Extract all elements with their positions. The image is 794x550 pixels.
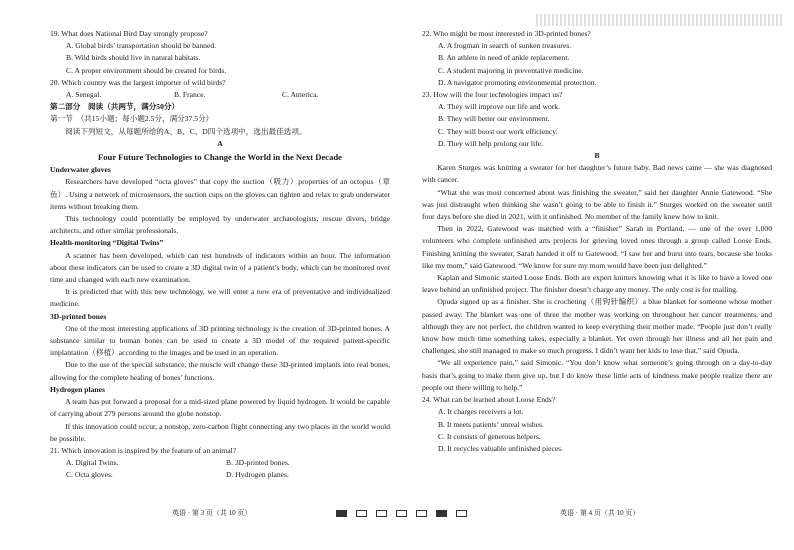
question-21: 21. Which innovation is inspired by the feature of an animal? — [50, 445, 237, 455]
subheading-3d-bones: 3D-printed bones — [50, 311, 107, 321]
paragraph: “We all experience pain,” said Simonic. “You don’t know what someone’s going through on a day-to-day basis that’s going to make them give up, but I do know these little acts of kindness make people realize there are people out there willing to help.” — [422, 358, 772, 392]
marker-box — [396, 510, 407, 517]
paragraph: It is predicted that with this new technology, we will enter a new era of preventative and individualized medicine. — [50, 287, 390, 309]
q24-option-b: B. It meets patients’ unreal wishes. — [438, 419, 544, 429]
subheading-hydrogen-planes: Hydrogen planes — [50, 384, 105, 394]
q24-option-c: C. It consists of generous helpers. — [438, 431, 541, 441]
q20-option-c: C. America. — [282, 90, 319, 100]
q20-option-b: B. France. — [174, 90, 206, 100]
paragraph: If this innovation could occur, a nonstop, zero-carbon flight connecting any two places in the world would be possible. — [50, 421, 390, 443]
left-page — [50, 0, 390, 482]
q21-option-a: A. Digital Twins. — [66, 458, 119, 468]
q23-option-a: A. They will improve our life and work. — [438, 102, 560, 112]
right-page-footer: 英语 · 第 4 页（共 10 页） — [560, 509, 640, 517]
q22-option-b: B. An athlete in need of ankle replacement. — [438, 53, 570, 63]
paragraph: “What she was most concerned about was finishing the sweater,” said her daughter Annie Gatewood. “She was just distraught when thinking she wasn’t going to be able to finish it.” Sturges worked on the sweater until four days before she died in 2021, with it unfinished. No member of the family knew how to knit. — [422, 187, 772, 222]
paragraph: This technology could potentially be employed by underwater archaeologists, rescue divers, bridge architects, and other similar professionals. — [50, 214, 390, 236]
paragraph: Karen Sturges was knitting a sweater for her daughter’s future baby. Bad news came — she was diagnosed with cancer. — [422, 163, 772, 185]
paragraph: Opuda signed up as a finisher. She is crocheting（用钩针编织）a blue blanket for someone whose mother passed away. The blanket was one of three the mother was working on throughout her cancer treatments, and although they are not perfect, the children wanted to keep everything their mother made. “People just don’t really know how much time something takes, especially a blanket. Yet even through her illness and all her pain and challenges, she still managed to make so much progress. I didn’t want her kids to lose that,” said Opuda. — [422, 297, 772, 356]
q19-option-a: A. Global birds’ transportation should be banned. — [66, 41, 217, 51]
q21-options-row2 — [50, 469, 390, 481]
q23-option-c: C. They will boost our work efficiency. — [438, 126, 558, 136]
section-one-heading: 第一节 （共15小题；每小题2.5分，满分37.5分） — [50, 114, 214, 124]
question-24: 24. What can be learned about Loose Ends? — [422, 395, 556, 405]
right-page — [422, 0, 772, 455]
paragraph: One of the most interesting applications of 3D printing technology is the creation of 3D-printed bones. A substance similar to human bones can be used to create a 3D model of the required patient-specific implantation（移植）according to the images and be used in an operation. — [50, 323, 390, 358]
passage-b-label: B — [594, 151, 600, 161]
page-marker-boxes — [336, 510, 467, 517]
paragraph: A team has put forward a proposal for a mid-sized plane powered by liquid hydrogen. It would be capable of carrying about 279 persons around the globe nonstop. — [50, 397, 390, 419]
question-19: 19. What does National Bird Day strongly propose? — [50, 29, 208, 38]
q19-option-b: B. Wild birds should live in natural habitats. — [66, 53, 201, 63]
paragraph: Then in 2022, Gatewood was matched with a “finisher” Sarah in Portland, — one of the over 1,000 volunteers who complete unfinished arts projects for grieving loved ones through a group called Loose Ends. Finishing knitting the sweater, Sarah handed it off to Gatewood. “I saw her and burst into tears, because she looks like my mom,” said Gatewood. “We know for sure my mom would have been just delighted.” — [422, 224, 772, 270]
question-23: 23. How will the four technologies impact us? — [422, 90, 563, 100]
paragraph: Due to the use of the special substance, the muscle will change these 3D-printed implants into real bones, allowing for the complete healing of bones’ functions. — [50, 360, 390, 382]
q22-option-a: A. A frogman in search of sunken treasures. — [438, 41, 572, 51]
question-22: 22. Who might be most interested in 3D-printed bones? — [422, 29, 591, 38]
q24-option-a: A. It charges receivers a lot. — [438, 407, 524, 417]
part-two-heading: 第二部分 阅读（共两节，满分50分） — [50, 102, 180, 112]
paragraph: A scanner has been developed, which can test hundreds of indicators within an hour. The information about these indicators can be used to create a 3D digital twin of a patient’s body, which can be monitored over time and changed with each new examination. — [50, 250, 390, 285]
paragraph: Researchers have developed “octa gloves” that copy the suction（吸力）properties of an octopus（章鱼）. Using a network of microsensors, the suction cups on the gloves can tighten and relax to grab underwater items without breaking them. — [50, 177, 390, 211]
marker-box — [376, 510, 387, 517]
instructions: 阅读下列短文，从每题所给的A、B、C、D四个选项中，选出最佳选项。 — [65, 126, 307, 136]
q23-option-d: D. They will help prolong our life. — [438, 138, 543, 148]
passage-title: Four Future Technologies to Change the World in the Next Decade — [98, 152, 342, 163]
passage-a-label: A — [217, 138, 223, 148]
left-page-footer: 英语 · 第 3 页（共 10 页） — [172, 509, 252, 517]
q21-option-c: C. Octa gloves. — [66, 470, 113, 480]
q24-option-d: D. It recycles valuable unfinished pieces. — [438, 443, 564, 453]
q21-options-row1 — [50, 457, 390, 469]
q21-option-b: B. 3D-printed bones. — [226, 458, 290, 468]
marker-box — [356, 510, 367, 517]
marker-box — [456, 510, 467, 517]
marker-box — [436, 510, 447, 517]
subheading-gloves: Underwater gloves — [50, 165, 111, 175]
q22-option-d: D. A navigator promoting environmental protection. — [438, 77, 597, 87]
q21-option-d: D. Hydrogen planes. — [226, 470, 289, 480]
q20-options — [50, 89, 390, 101]
q23-option-b: B. They will better our environment. — [438, 114, 550, 124]
question-20: 20. Which country was the largest importer of wild birds? — [50, 77, 226, 87]
q19-option-c: C. A proper environment should be created for birds. — [66, 65, 227, 75]
paragraph: Kaplan and Simonic started Loose Ends. Both are expert knitters knowing what it is like to have a loved one leave behind an unfinished project. The finisher doesn’t charge any money. The only cost is for mailing. — [422, 273, 772, 295]
q20-option-a: A. Senegal. — [66, 90, 102, 100]
q22-option-c: C. A student majoring in preventative medicine. — [438, 65, 584, 75]
marker-box — [416, 510, 427, 517]
subheading-digital-twins: Health-monitoring “Digital Twins” — [50, 238, 164, 248]
marker-box — [336, 510, 347, 517]
